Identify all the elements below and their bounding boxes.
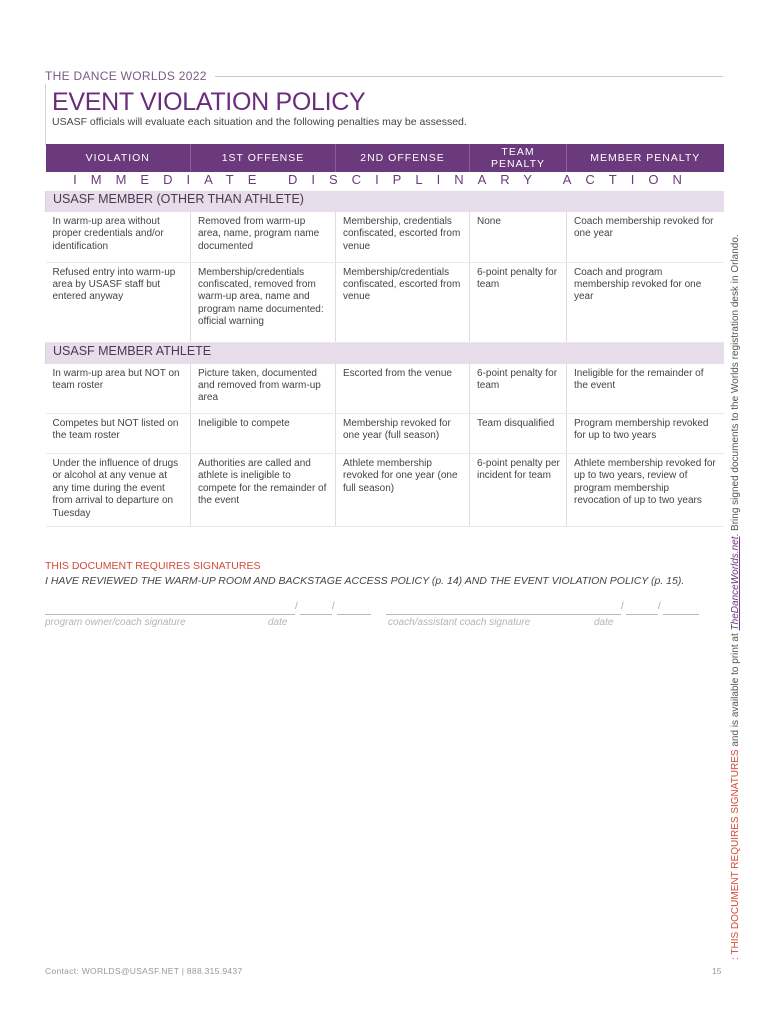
table-cell: Escorted from the venue xyxy=(336,364,470,414)
table-cell: Coach and program membership revoked for one year xyxy=(567,262,724,342)
owner-date-month-line[interactable] xyxy=(300,614,332,615)
section-row xyxy=(46,342,724,364)
table-cell: Membership, credentials confiscated, escorted from venue xyxy=(336,212,470,262)
table-cell: 6-point penalty for team xyxy=(470,262,567,342)
assistant-date-day-line[interactable] xyxy=(663,614,699,615)
table-cell: Ineligible for the remainder of the event xyxy=(567,364,724,414)
side-note-text-before: and is available to print at xyxy=(730,630,741,750)
footer-contact: Contact: WORLDS@USASF.NET | 888.315.9437 xyxy=(45,966,243,976)
running-title: THE DANCE WORLDS 2022 xyxy=(45,69,207,83)
col-header-violation: VIOLATION xyxy=(46,144,191,172)
table-cell: Under the influence of drugs or alcohol at any venue at any time during the event from arrival to departure on Tuesday xyxy=(46,454,191,527)
table-cell: Authorities are called and athlete is ineligible to compete for the remainder of the event xyxy=(191,454,336,527)
table-cell: Membership revoked for one year (full season) xyxy=(336,414,470,454)
category-label: IMMEDIATE DISCIPLINARY ACTION xyxy=(73,172,696,187)
col-header-member-penalty: MEMBER PENALTY xyxy=(567,144,724,172)
side-note-text xyxy=(730,234,742,960)
page-title: EVENT VIOLATION POLICY xyxy=(52,88,366,116)
page-number: 15 xyxy=(712,966,722,976)
col-header-team-penalty: TEAM PENALTY xyxy=(470,144,567,172)
side-note-requirement: : THIS DOCUMENT REQUIRES SIGNATURES xyxy=(730,749,741,960)
col-header-first-offense: 1ST OFFENSE xyxy=(191,144,336,172)
website-link[interactable]: TheDanceWorlds.net xyxy=(730,536,741,631)
header-rule xyxy=(215,76,723,77)
signature-statement: I HAVE REVIEWED THE WARM-UP ROOM AND BACKSTAGE ACCESS POLICY (p. 14) AND THE EVENT VIOLATION POLICY (p. 15). xyxy=(45,575,685,587)
table-cell: Membership/credentials confiscated, removed from warm-up area, name and program name documented: official warning xyxy=(191,262,336,342)
signature-requirement-title: THIS DOCUMENT REQUIRES SIGNATURES xyxy=(45,560,261,572)
side-note-text-after: . Bring signed documents to the Worlds registration desk in Orlando. xyxy=(730,234,741,537)
assistant-signature-label: coach/assistant coach signature xyxy=(388,617,531,628)
table-row xyxy=(46,454,724,527)
table-cell: In warm-up area but NOT on team roster xyxy=(46,364,191,414)
owner-date-day-line[interactable] xyxy=(337,614,371,615)
running-header xyxy=(45,68,723,84)
section-title: USASF MEMBER (OTHER THAN ATHLETE) xyxy=(46,191,724,212)
table-cell: Removed from warm-up area, name, program name documented xyxy=(191,212,336,262)
table-cell: Membership/credentials confiscated, escorted from venue xyxy=(336,262,470,342)
table-cell: In warm-up area without proper credentials and/or identification xyxy=(46,212,191,262)
owner-date-label: date xyxy=(268,617,288,628)
table-row xyxy=(46,414,724,454)
table-cell: Refused entry into warm-up area by USASF staff but entered anyway xyxy=(46,262,191,342)
table-row xyxy=(46,262,724,342)
violation-table xyxy=(45,144,724,527)
col-header-second-offense: 2ND OFFENSE xyxy=(336,144,470,172)
table-cell: Picture taken, documented and removed from warm-up area xyxy=(191,364,336,414)
table-cell: 6-point penalty per incident for team xyxy=(470,454,567,527)
section-row xyxy=(46,191,724,212)
owner-signature-line[interactable] xyxy=(45,614,295,615)
intro-text: USASF officials will evaluate each situation and the following penalties may be assessed. xyxy=(52,116,467,128)
section-title: USASF MEMBER ATHLETE xyxy=(46,342,724,364)
table-row xyxy=(46,212,724,262)
table-row xyxy=(46,364,724,414)
table-cell: Ineligible to compete xyxy=(191,414,336,454)
table-cell: Athlete membership revoked for up to two years, review of program membership revocation of up to two years xyxy=(567,454,724,527)
owner-signature-label: program owner/coach signature xyxy=(45,617,186,628)
table-cell: Athlete membership revoked for one year (one full season) xyxy=(336,454,470,527)
assistant-signature-line[interactable] xyxy=(386,614,621,615)
table-cell: Coach membership revoked for one year xyxy=(567,212,724,262)
assistant-date-label: date xyxy=(594,617,614,628)
date-separator: / xyxy=(658,601,661,612)
date-separator: / xyxy=(295,601,298,612)
date-separator: / xyxy=(621,601,624,612)
table-header-row xyxy=(46,144,724,172)
date-separator: / xyxy=(332,601,335,612)
assistant-date-month-line[interactable] xyxy=(626,614,658,615)
table-cell: 6-point penalty for team xyxy=(470,364,567,414)
table-cell: Team disqualified xyxy=(470,414,567,454)
category-row xyxy=(46,172,724,191)
table-cell: Program membership revoked for up to two years xyxy=(567,414,724,454)
table-cell: Competes but NOT listed on the team roster xyxy=(46,414,191,454)
table-cell: None xyxy=(470,212,567,262)
